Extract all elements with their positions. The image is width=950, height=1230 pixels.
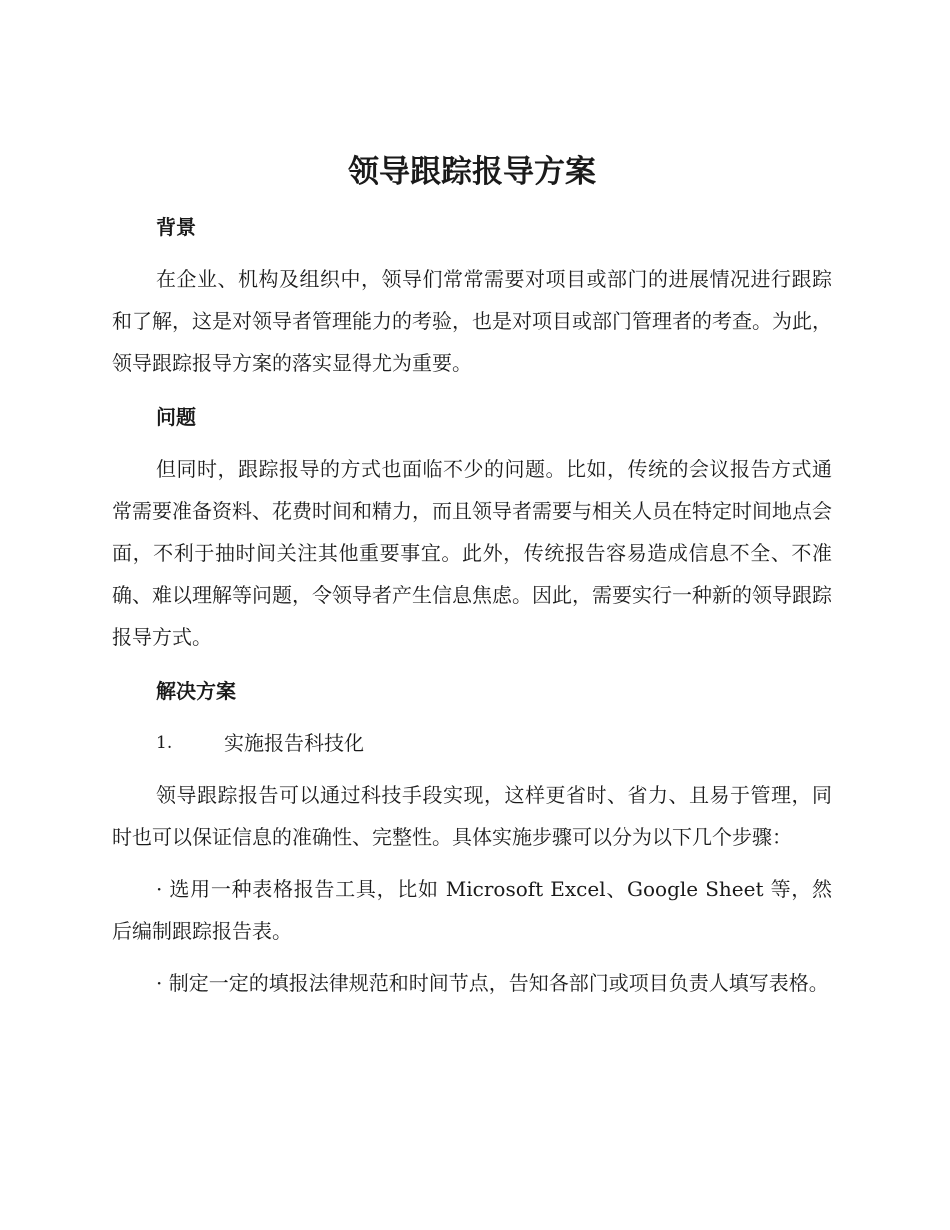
document-body	[112, 148, 832, 1004]
document-title: 领导跟踪报导方案	[348, 154, 596, 190]
bullet-1: · 选用一种表格报告工具，比如 Microsoft Excel、Google Sheet 等，然后编制跟踪报告表。	[112, 877, 832, 943]
heading-background: 背景	[156, 215, 196, 239]
list-item-1	[112, 722, 832, 764]
bullet-2: · 制定一定的填报法律规范和时间节点，告知各部门或项目负责人填写表格。	[156, 971, 829, 995]
heading-solution: 解决方案	[156, 679, 236, 703]
paragraph-background: 在企业、机构及组织中，领导们常常需要对项目或部门的进展情况进行跟踪和了解，这是对领导者管理能力的考验，也是对项目或部门管理者的考查。为此，领导跟踪报导方案的落实显得尤为重要。	[112, 267, 832, 375]
paragraph-problem: 但同时，跟踪报导的方式也面临不少的问题。比如，传统的会议报告方式通常需要准备资料、花费时间和精力，而且领导者需要与相关人员在特定时间地点会面，不利于抽时间关注其他重要事宜。此外，传统报告容易造成信息不全、不准确、难以理解等问题，令领导者产生信息焦虑。因此，需要实行一种新的领导跟踪报导方式。	[112, 457, 832, 649]
paragraph-solution: 领导跟踪报告可以通过科技手段实现，这样更省时、省力、且易于管理，同时也可以保证信息的准确性、完整性。具体实施步骤可以分为以下几个步骤：	[112, 783, 832, 849]
heading-problem: 问题	[156, 405, 196, 429]
list-item-text: 实施报告科技化	[224, 731, 364, 755]
list-number: 1.	[156, 733, 173, 753]
